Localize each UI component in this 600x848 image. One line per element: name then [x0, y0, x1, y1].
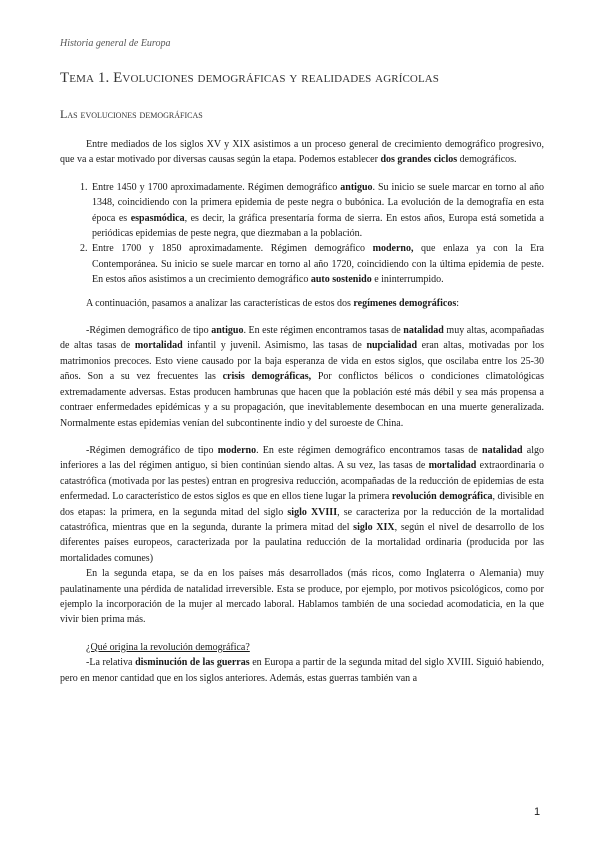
document-body [60, 137, 544, 686]
regimen-moderno-paragraph: -Régimen demográfico de tipo moderno. En este régimen demográfico encontramos tasas de natalidad algo inferiores a las del régimen antiguo, si bien continúan siendo altas. A su vez, las tasas de mortalidad extraordinaria o catastrófica (motivada por las pestes) entran en progresiva reducción, acompañadas de la reducción de epidemias de esta enfermedad. Lo característico de estos siglos es que en ellos tiene lugar la primera revolución demográfica, divisible en dos etapas: la primera, en la segunda mitad del siglo siglo XVIII, se caracteriza por la reducción de la mortalidad catastrófica, mientras que en la segunda, durante la primera mitad del siglo XIX, según el nivel de desarrollo de los diferentes países europeos, caracterizada por la paulatina reducción de la mortalidad ordinaria (producida por las mortalidades comunes) [60, 444, 545, 564]
question-heading: ¿Qué origina la revolución demográfica? [86, 641, 250, 653]
list-item: 2. Entre 1700 y 1850 aproximadamente. Régimen demográfico moderno, que enlaza ya con la Era Contemporánea. Su inicio se suele marcar en torno al año 1720, coincidiendo con la última epidemia de peste. En estos años asistimos a un crecimiento demográfico auto sostenido e ininterrumpido. [90, 241, 544, 287]
chapter-title: Tema 1. Evoluciones demográficas y realidades agrícolas [60, 70, 440, 86]
cycles-list [60, 180, 544, 288]
running-header: Historia general de Europa [60, 38, 171, 49]
intro-paragraph: Entre mediados de los siglos XV y XIX asistimos a un proceso general de crecimiento demográfico progresivo, que va a estar motivado por diversas causas según la etapa. Podemos establecer dos grandes ciclos demográficos. [60, 139, 544, 166]
section-title: Las evoluciones demográficas [60, 107, 203, 121]
segunda-etapa-paragraph: En la segunda etapa, se da en los países más desarrollados (más ricos, como Inglaterra o Alemania) muy paulatinamente una pérdida de natalidad irreversible. Esta se produce, por ejemplo, por motivos psicológicos, como por ejemplo la incorporación de la mujer al mercado laboral. Hablamos también de una sociedad acomodaticia, en la que vivir bien prima más. [60, 568, 544, 626]
regimen-antiguo-paragraph: -Régimen demográfico de tipo antiguo. En este régimen encontramos tasas de natalidad muy altas, acompañadas de altas tasas de mortalidad infantil y juvenil. Asimismo, las tasas de nupcialidad eran altas, motivadas por los matrimonios precoces. Esto viene causado por la baja esperanza de vida en estos siglos, que oscilaba entre los 25-30 años. Son a su vez frecuentes las crisis demográficas, Por conflictos bélicos o condiciones climatológicas extremadamente adversas. Estas producen hambrunas que hacen que la población esté más débil y sea más propensa a contraer enfermedades epidémicas y a su propagación, que inevitablemente desembocan en una muerte generalizada. Normalmente estas epidemias venían del subcontinente indio y del suroeste de China. [60, 325, 545, 429]
list-item: 1. Entre 1450 y 1700 aproximadamente. Régimen demográfico antiguo. Su inicio se suele marcar en torno al año 1348, coincidiendo con la primera epidemia de peste negra o bubónica. La evolución de la demografía en esta época es espasmódica, es decir, la gráfica presentaría forma de sierra. En estos años, Europa está sometida a periódicas epidemias de peste negra, que diezmaban a la población. [90, 180, 544, 242]
analysis-paragraph: A continuación, pasamos a analizar las características de estos dos regímenes demográficos: [86, 297, 460, 309]
page-number: 1 [534, 806, 541, 818]
guerras-paragraph: -La relativa disminución de las guerras en Europa a partir de la segunda mitad del siglo XVIII. Siguió habiendo, pero en menor cantidad que en los siglos anteriores. Además, estas guerras también van a [60, 657, 544, 684]
